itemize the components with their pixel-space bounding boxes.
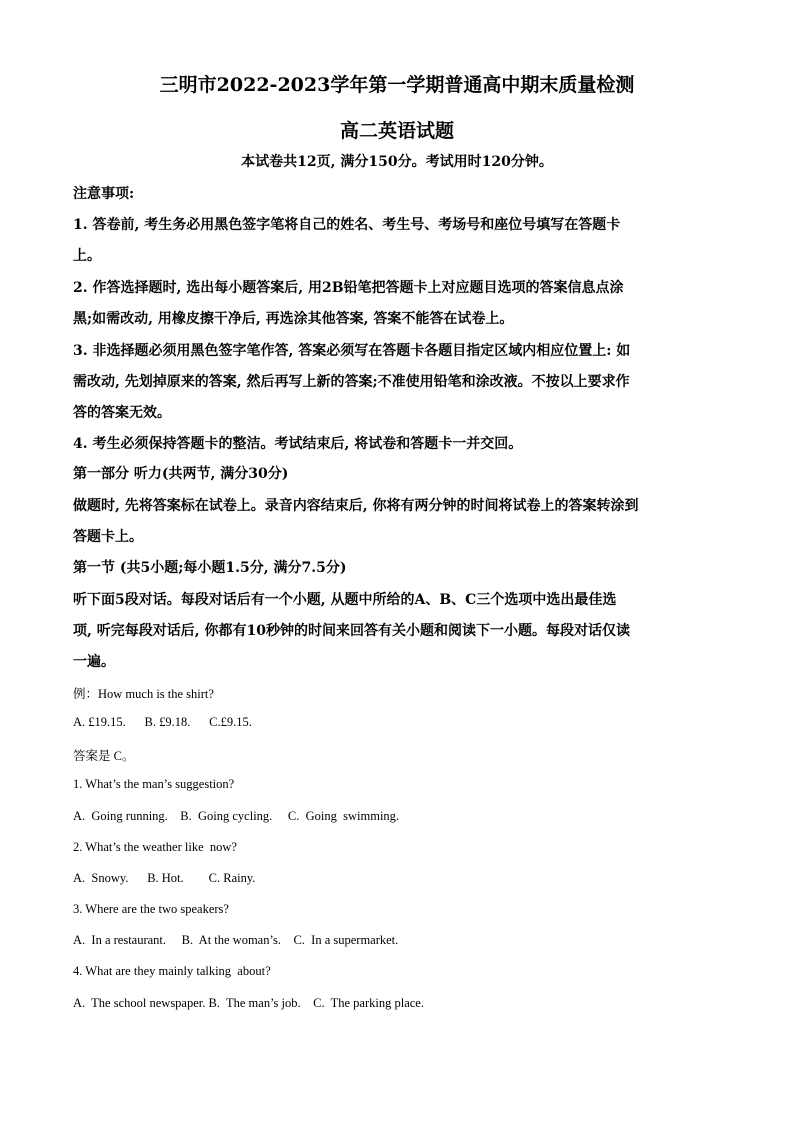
question-2-options: A. Snowy. B. Hot. C. Rainy. bbox=[73, 871, 256, 885]
notes-line: 1. 答卷前, 考生务必用黑色签字笔将自己的姓名、考生号、考场号和座位号填写在答题卡 bbox=[73, 217, 621, 233]
question-1-options: A. Going running. B. Going cycling. C. Going swimming. bbox=[73, 809, 400, 823]
example-question: 例：How much is the shirt? bbox=[73, 687, 214, 701]
question-3: 3. Where are the two speakers? bbox=[73, 902, 229, 916]
example-options: A. £19.15. B. £9.18. C.£9.15. bbox=[73, 715, 252, 729]
section1-instruction: 听下面5段对话。每段对话后有一个小题, 从题中所给的A、B、C三个选项中选出最佳选 bbox=[73, 592, 617, 608]
exam-info: 本试卷共12页, 满分150分。考试用时120分钟。 bbox=[241, 154, 553, 170]
notes-heading: 注意事项: bbox=[73, 186, 135, 202]
exam-title: 三明市2022-2023学年第一学期普通高中期末质量检测 bbox=[159, 74, 635, 96]
section1-heading: 第一节 (共5小题;每小题1.5分, 满分7.5分) bbox=[73, 560, 347, 576]
question-4-options: A. The school newspaper. B. The man’s job. C. The parking place. bbox=[73, 996, 424, 1010]
notes-line: 黑;如需改动, 用橡皮擦干净后, 再选涂其他答案, 答案不能答在试卷上。 bbox=[73, 311, 514, 327]
notes-line: 3. 非选择题必须用黑色签字笔作答, 答案必须写在答题卡各题目指定区域内相应位置上: 如 bbox=[73, 343, 631, 359]
notes-line: 4. 考生必须保持答题卡的整洁。考试结束后, 将试卷和答题卡一并交回。 bbox=[73, 436, 523, 452]
notes-line: 答的答案无效。 bbox=[73, 405, 171, 421]
notes-line: 需改动, 先划掉原来的答案, 然后再写上新的答案;不准使用铅笔和涂改液。不按以上要求作 bbox=[73, 374, 630, 390]
part1-instruction: 做题时, 先将答案标在试卷上。录音内容结束后, 你将有两分钟的时间将试卷上的答案转涂到 bbox=[73, 498, 639, 514]
question-1: 1. What’s the man’s suggestion? bbox=[73, 777, 235, 791]
notes-line: 上。 bbox=[73, 248, 101, 264]
notes-line: 2. 作答选择题时, 选出每小题答案后, 用2B铅笔把答题卡上对应题目选项的答案信息点涂 bbox=[73, 280, 624, 296]
question-2: 2. What’s the weather like now? bbox=[73, 840, 237, 854]
question-3-options: A. In a restaurant. B. At the woman’s. C. In a supermarket. bbox=[73, 933, 399, 947]
part1-heading: 第一部分 听力(共两节, 满分30分) bbox=[73, 466, 289, 482]
exam-subtitle: 高二英语试题 bbox=[339, 120, 454, 142]
section1-instruction: 一遍。 bbox=[73, 654, 115, 670]
part1-instruction: 答题卡上。 bbox=[73, 529, 143, 545]
example-answer: 答案是 C。 bbox=[73, 749, 135, 763]
section1-instruction: 项, 听完每段对话后, 你都有10秒钟的时间来回答有关小题和阅读下一小题。每段对话仅读 bbox=[73, 623, 630, 639]
question-4: 4. What are they mainly talking about? bbox=[73, 964, 271, 978]
